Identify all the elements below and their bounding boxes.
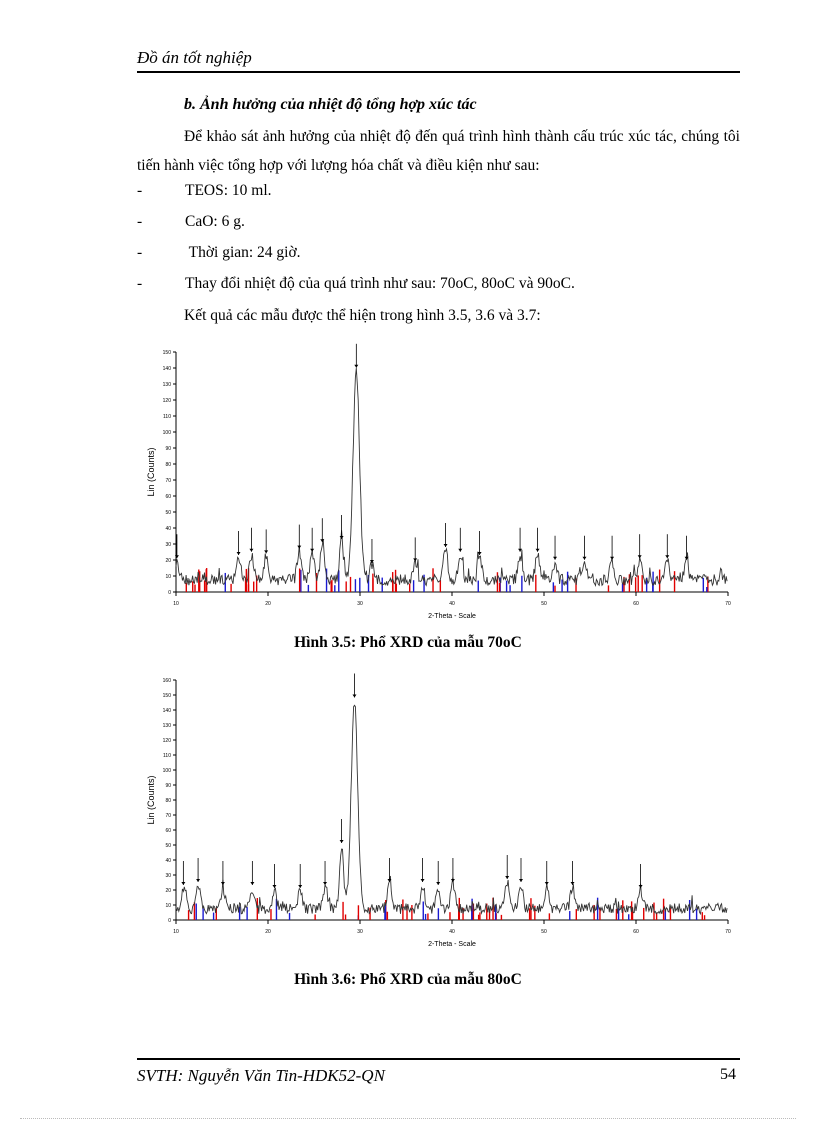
list-item-text: CaO: 6 g. (185, 213, 245, 230)
xrd-pattern-line (176, 705, 727, 914)
peak-arrow (221, 882, 225, 885)
x-tick-label: 40 (449, 601, 455, 607)
x-tick-label: 30 (357, 929, 363, 935)
list-item (137, 275, 575, 293)
peak-arrow (421, 879, 425, 882)
x-tick-label: 10 (173, 601, 179, 607)
y-tick-label: 60 (165, 828, 171, 834)
peak-arrow (297, 546, 301, 549)
y-tick-label: 70 (165, 813, 171, 819)
peak-arrow (181, 882, 185, 885)
y-tick-label: 0 (168, 590, 171, 596)
y-tick-label: 150 (162, 693, 171, 699)
peak-arrow (340, 536, 344, 539)
peak-arrow (582, 557, 586, 560)
x-tick-label: 60 (633, 929, 639, 935)
y-tick-label: 110 (163, 414, 171, 420)
peak-arrow (237, 552, 241, 555)
y-tick-label: 70 (165, 478, 171, 484)
x-tick-label: 60 (633, 601, 639, 607)
peak-arrow (264, 550, 268, 553)
x-tick-label: 70 (725, 929, 731, 935)
peak-arrow (571, 882, 575, 885)
y-tick-label: 0 (168, 918, 171, 924)
y-axis-label: Lin (Counts) (146, 447, 156, 497)
xrd-chart-70c (140, 340, 740, 630)
peak-arrow (354, 365, 358, 368)
list-dash: - (137, 213, 143, 230)
x-tick-label: 40 (449, 929, 455, 935)
x-tick-label: 50 (541, 929, 547, 935)
intro-paragraph: Để khảo sát ảnh hưởng của nhiệt độ đến quá trình hình thành cấu trúc xúc tác, chúng tôi tiến hành việc tổng hợp với lượng hóa chất và điều kiện như sau: (137, 128, 740, 174)
peak-arrow (444, 544, 448, 547)
y-tick-label: 10 (165, 574, 171, 580)
figure-caption: Hình 3.5: Phổ XRD của mẫu 70oC (294, 634, 522, 651)
y-tick-label: 120 (162, 398, 171, 404)
peak-arrow (352, 695, 356, 698)
x-tick-label: 70 (725, 601, 731, 607)
peak-arrow (310, 549, 314, 552)
x-axis-label: 2-Theta - Scale (428, 941, 476, 948)
peak-arrow (323, 882, 327, 885)
y-tick-label: 30 (165, 873, 171, 879)
list-item (137, 213, 245, 231)
peak-arrow (340, 840, 344, 843)
peak-arrow (458, 549, 462, 552)
peak-arrow (610, 557, 614, 560)
y-tick-label: 20 (165, 558, 171, 564)
list-item-text: Thay đổi nhiệt độ của quá trình như sau: 70oC, 80oC và 90oC. (185, 275, 575, 292)
peak-arrow (505, 876, 509, 879)
y-tick-label: 140 (162, 366, 171, 372)
peak-arrow (536, 549, 540, 552)
y-tick-label: 130 (162, 723, 171, 729)
y-tick-label: 30 (165, 542, 171, 548)
y-tick-label: 20 (165, 888, 171, 894)
list-dash: - (137, 244, 143, 261)
footer-author: SVTH: Nguyễn Văn Tin-HDK52-QN (137, 1066, 385, 1085)
list-dash: - (137, 275, 143, 292)
peak-arrow (639, 885, 643, 888)
y-tick-label: 90 (165, 783, 171, 789)
page-edge-dotline (20, 1118, 796, 1119)
y-tick-label: 80 (165, 798, 171, 804)
list-dash: - (137, 182, 143, 199)
x-tick-label: 30 (357, 601, 363, 607)
y-tick-label: 100 (162, 768, 171, 774)
xrd-chart-80c (140, 668, 740, 958)
running-header: Đồ án tốt nghiệp (137, 48, 252, 67)
figure-caption: Hình 3.6: Phổ XRD của mẫu 80oC (294, 971, 522, 988)
y-tick-label: 40 (165, 526, 171, 532)
y-tick-label: 80 (165, 462, 171, 468)
y-tick-label: 120 (162, 738, 171, 744)
peak-arrow (451, 879, 455, 882)
section-heading: b. Ảnh hưởng của nhiệt độ tổng hợp xúc tác (184, 96, 477, 113)
page-number: 54 (720, 1066, 736, 1083)
peak-arrow (545, 882, 549, 885)
y-tick-label: 90 (165, 446, 171, 452)
peak-arrow (519, 879, 523, 882)
results-paragraph: Kết quả các mẫu được thể hiện trong hình 3.5, 3.6 và 3.7: (184, 307, 541, 324)
list-item-text: Thời gian: 24 giờ. (185, 244, 301, 261)
y-tick-label: 50 (165, 843, 171, 849)
y-tick-label: 100 (162, 430, 171, 436)
footer-rule (137, 1058, 740, 1060)
y-tick-label: 50 (165, 510, 171, 516)
peak-arrow (272, 885, 276, 888)
y-tick-label: 160 (162, 678, 171, 684)
x-tick-label: 20 (265, 601, 271, 607)
peak-arrow (436, 882, 440, 885)
peak-arrow (250, 882, 254, 885)
y-tick-label: 40 (165, 858, 171, 864)
y-tick-label: 130 (162, 382, 171, 388)
y-tick-label: 140 (162, 708, 171, 714)
y-tick-label: 150 (162, 350, 171, 356)
peak-arrow (665, 555, 669, 558)
y-tick-label: 10 (165, 903, 171, 909)
list-item (137, 244, 301, 262)
y-axis-label: Lin (Counts) (146, 775, 156, 825)
y-tick-label: 110 (163, 753, 171, 759)
header-rule (137, 71, 740, 73)
list-item (137, 182, 272, 200)
peak-arrow (298, 885, 302, 888)
x-tick-label: 20 (265, 929, 271, 935)
peak-arrow (413, 558, 417, 561)
peak-arrow (249, 549, 253, 552)
peak-arrow (553, 557, 557, 560)
peak-arrow (196, 879, 200, 882)
peak-arrow (638, 555, 642, 558)
x-tick-label: 50 (541, 601, 547, 607)
list-item-text: TEOS: 10 ml. (185, 182, 272, 199)
y-tick-label: 60 (165, 494, 171, 500)
x-tick-label: 10 (173, 929, 179, 935)
x-axis-label: 2-Theta - Scale (428, 613, 476, 620)
xrd-pattern-line (176, 368, 727, 586)
